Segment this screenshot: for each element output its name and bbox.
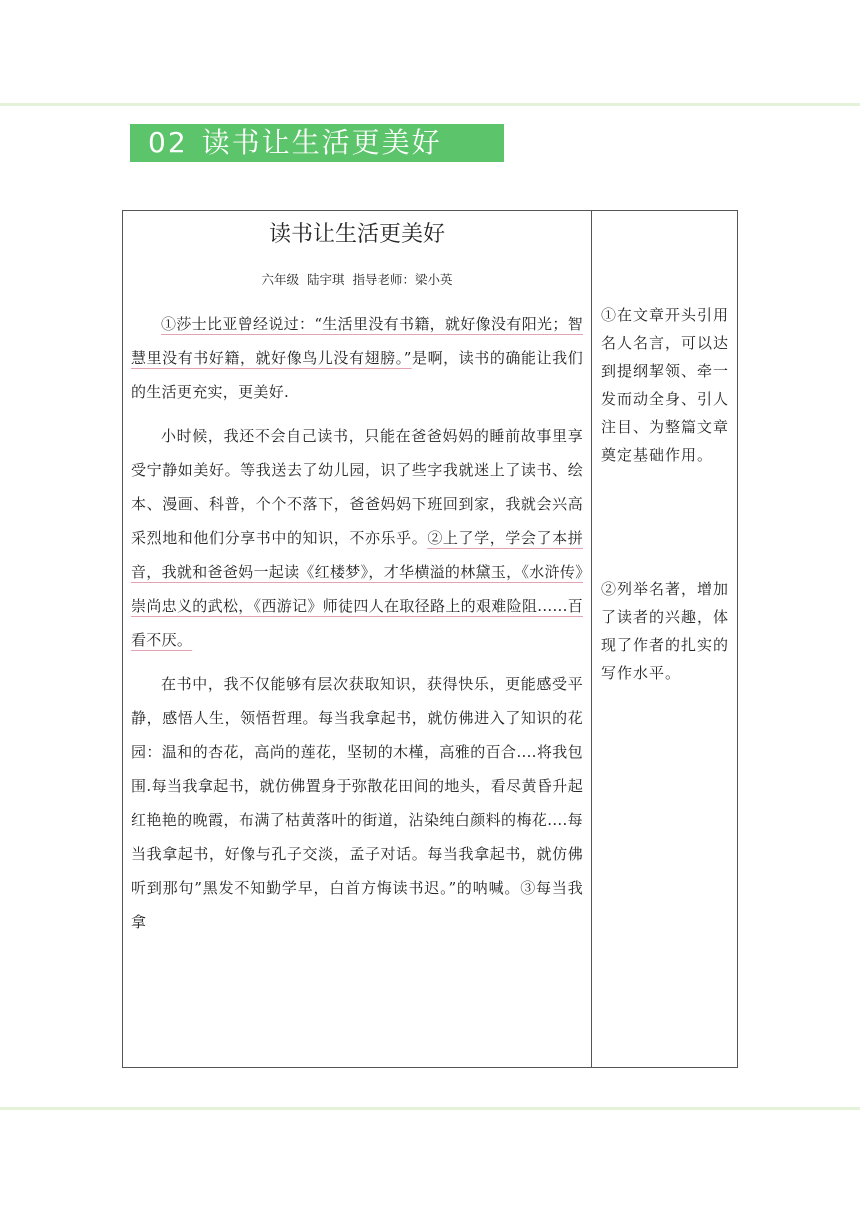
essay-column — [123, 211, 591, 1067]
section-heading — [130, 124, 504, 162]
quote-highlight: ①莎士比亚曾经说过：“生活里没有书籍，就好像没有阳光；智慧里没有书好籍，就好像鸟儿没有翅膀。” — [131, 315, 583, 367]
top-divider — [0, 103, 860, 106]
comment-2: ②列举名著，增加了读者的兴趣，体现了作者的扎实的写作水平。 — [601, 580, 730, 682]
comment-column — [593, 211, 737, 1067]
essay-body — [131, 307, 583, 949]
column-divider — [591, 211, 592, 1067]
essay-byline: 六年级 陆宇琪 指导老师：梁小英 — [261, 272, 453, 287]
essay-title: 读书让生活更美好 — [268, 222, 445, 247]
paragraph — [131, 307, 583, 409]
paragraph — [131, 419, 583, 657]
paragraph-text: 小时候，我还不会自己读书，只能在爸爸妈妈的睡前故事里享受宁静如美好。等我送去了幼儿园，识了些字我就迷上了读书、绘本、漫画、科普，个个不落下，爸爸妈妈下班回到家，我就会兴高采烈地和他们分享书中的知识，不亦乐乎。 — [131, 427, 583, 547]
paragraph-text: 是啊，读书的确能让我们的生活更充实，更美好. — [131, 349, 583, 401]
section-number: 02 — [148, 126, 188, 159]
section-title: 读书让生活更美好 — [201, 126, 442, 159]
books-highlight: ②上了学，学会了本拼音，我就和爸爸妈一起读《红楼梦》，才华横溢的林黛玉，《水浒传》崇尚忠义的武松，《西游记》师徒四人在取径路上的艰难险阻......百看不厌。 — [131, 529, 583, 649]
bottom-divider — [0, 1107, 860, 1110]
essay-table — [122, 210, 738, 1068]
paragraph: 在书中，我不仅能够有层次获取知识，获得快乐，更能感受平静，感悟人生，领悟哲理。每当我拿起书，就仿佛进入了知识的花园：温和的杏花，高尚的莲花，坚韧的木槿，高雅的百合....将我包围.每当我拿起书，就仿佛置身于弥散花田间的地头，看尽黄昏升起红艳艳的晚霞，布满了枯黄落叶的街道，沾染纯白颜料的梅花....每当我拿起书，好像与孔子交淡，孟子对话。每当我拿起书，就仿佛听到那句”黑发不知勤学早，白首方悔读书迟。”的呐喊。③每当我拿 — [131, 675, 583, 931]
comment-1: ①在文章开头引用名人名言，可以达到提纲挈领、牵一发而动全身、引人注目、为整篇文章奠定基础作用。 — [601, 306, 730, 464]
